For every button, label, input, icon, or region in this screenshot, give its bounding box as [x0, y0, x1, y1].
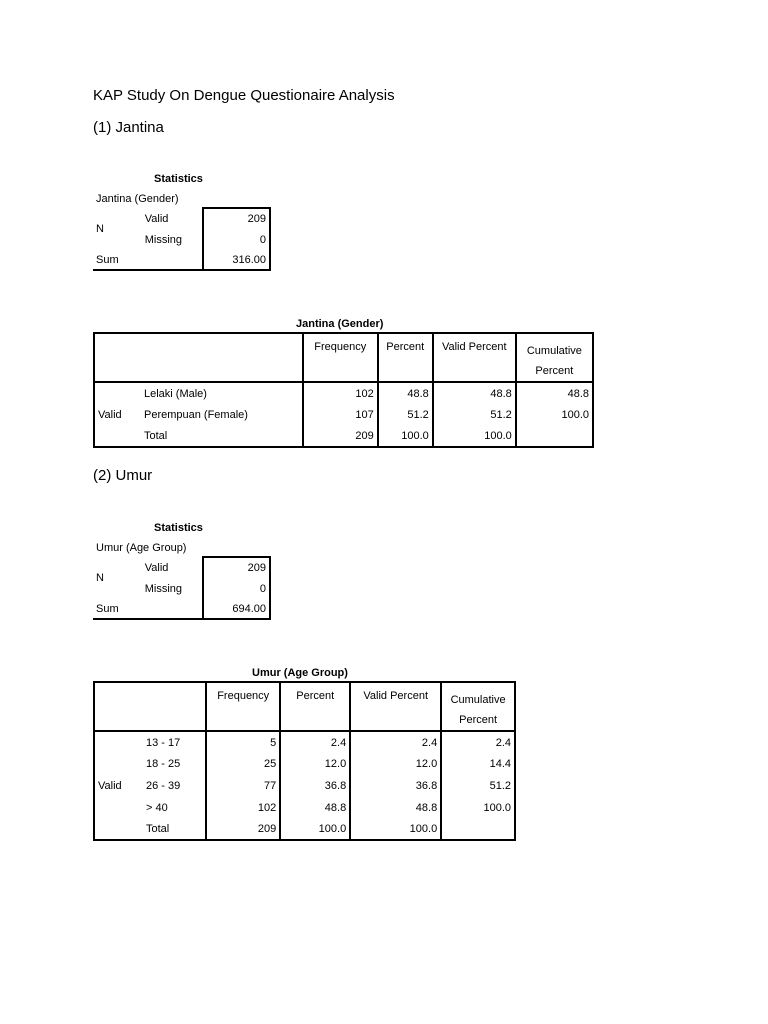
cell-percent: 48.8	[378, 382, 433, 404]
row-label: 18 - 25	[143, 753, 206, 775]
frequency-table-jantina	[93, 332, 594, 448]
cell-cumulative-percent: 48.8	[567, 387, 589, 400]
valid-label: Valid	[142, 208, 203, 229]
row-label: 26 - 39	[143, 775, 206, 797]
cell-percent: 100.0	[378, 426, 433, 447]
cell-valid-percent: 100.0	[433, 426, 516, 447]
header-percent: Percent	[378, 333, 433, 382]
frequency-table-umur	[93, 681, 516, 841]
section-heading-jantina: (1) Jantina	[93, 119, 164, 136]
cell-frequency: 209	[303, 426, 378, 447]
cell-valid-percent: 36.8	[350, 775, 441, 797]
cell-frequency: 107	[303, 404, 378, 426]
cell-cumulative-percent: 100.0	[483, 802, 511, 814]
cell-percent: 2.4	[280, 731, 350, 753]
statistics-caption-jantina: Statistics	[154, 173, 203, 185]
cell-percent: 36.8	[280, 775, 350, 797]
cell-percent: 12.0	[280, 753, 350, 775]
n-label: N	[96, 572, 104, 584]
cell-cumulative-percent: 2.4	[495, 736, 511, 749]
frequency-caption-umur: Umur (Age Group)	[252, 667, 348, 679]
row-group-valid: Valid	[98, 779, 122, 792]
header-percent: Percent	[280, 682, 350, 731]
cell-valid-percent: 48.8	[433, 382, 516, 404]
header-cumulative-percent: Cumulative Percent	[516, 333, 593, 382]
sum-label: Sum	[93, 250, 142, 270]
missing-label: Missing	[142, 578, 203, 599]
row-label-total: Total	[143, 819, 206, 840]
missing-label: Missing	[142, 229, 203, 250]
row-label-total: Total	[141, 426, 303, 447]
cell-percent: 48.8	[280, 797, 350, 819]
cell-cumulative-percent: 14.4	[489, 758, 511, 770]
valid-value: 209	[203, 557, 270, 578]
header-frequency: Frequency	[303, 333, 378, 382]
statistics-table-jantina	[93, 207, 271, 271]
n-label: N	[96, 223, 104, 235]
header-frequency: Frequency	[206, 682, 280, 731]
section-heading-umur: (2) Umur	[93, 467, 153, 484]
row-label: Lelaki (Male)	[141, 382, 303, 404]
cell-frequency: 102	[206, 797, 280, 819]
cell-frequency: 102	[303, 382, 378, 404]
valid-label: Valid	[142, 557, 203, 578]
row-label: 13 - 17	[143, 731, 206, 753]
row-group-valid: Valid	[98, 408, 122, 421]
cell-cumulative-percent: 51.2	[489, 780, 511, 792]
cell-frequency: 209	[206, 819, 280, 840]
statistics-table-umur	[93, 556, 271, 620]
cell-valid-percent: 51.2	[433, 404, 516, 426]
frequency-caption-jantina: Jantina (Gender)	[296, 318, 384, 330]
missing-value: 0	[203, 229, 270, 250]
cell-cumulative-percent	[516, 426, 593, 447]
sum-value: 694.00	[203, 599, 270, 619]
header-valid-percent: Valid Percent	[433, 333, 516, 382]
cell-cumulative-percent: 100.0	[561, 409, 589, 421]
statistics-caption-umur: Statistics	[154, 522, 203, 534]
cell-frequency: 25	[206, 753, 280, 775]
cell-valid-percent: 48.8	[350, 797, 441, 819]
header-valid-percent: Valid Percent	[350, 682, 441, 731]
statistics-variable-jantina: Jantina (Gender)	[96, 193, 179, 205]
missing-value: 0	[203, 578, 270, 599]
cell-frequency: 5	[206, 731, 280, 753]
cell-cumulative-percent	[441, 819, 515, 840]
cell-frequency: 77	[206, 775, 280, 797]
sum-value: 316.00	[203, 250, 270, 270]
row-label: Perempuan (Female)	[141, 404, 303, 426]
cell-valid-percent: 12.0	[350, 753, 441, 775]
sum-label: Sum	[93, 599, 142, 619]
valid-value: 209	[203, 208, 270, 229]
header-cumulative-percent: Cumulative Percent	[441, 682, 515, 731]
statistics-variable-umur: Umur (Age Group)	[96, 542, 187, 554]
cell-valid-percent: 100.0	[350, 819, 441, 840]
cell-percent: 51.2	[378, 404, 433, 426]
cell-percent: 100.0	[280, 819, 350, 840]
document-title: KAP Study On Dengue Questionaire Analysis	[93, 87, 395, 104]
row-label: > 40	[143, 797, 206, 819]
cell-valid-percent: 2.4	[350, 731, 441, 753]
